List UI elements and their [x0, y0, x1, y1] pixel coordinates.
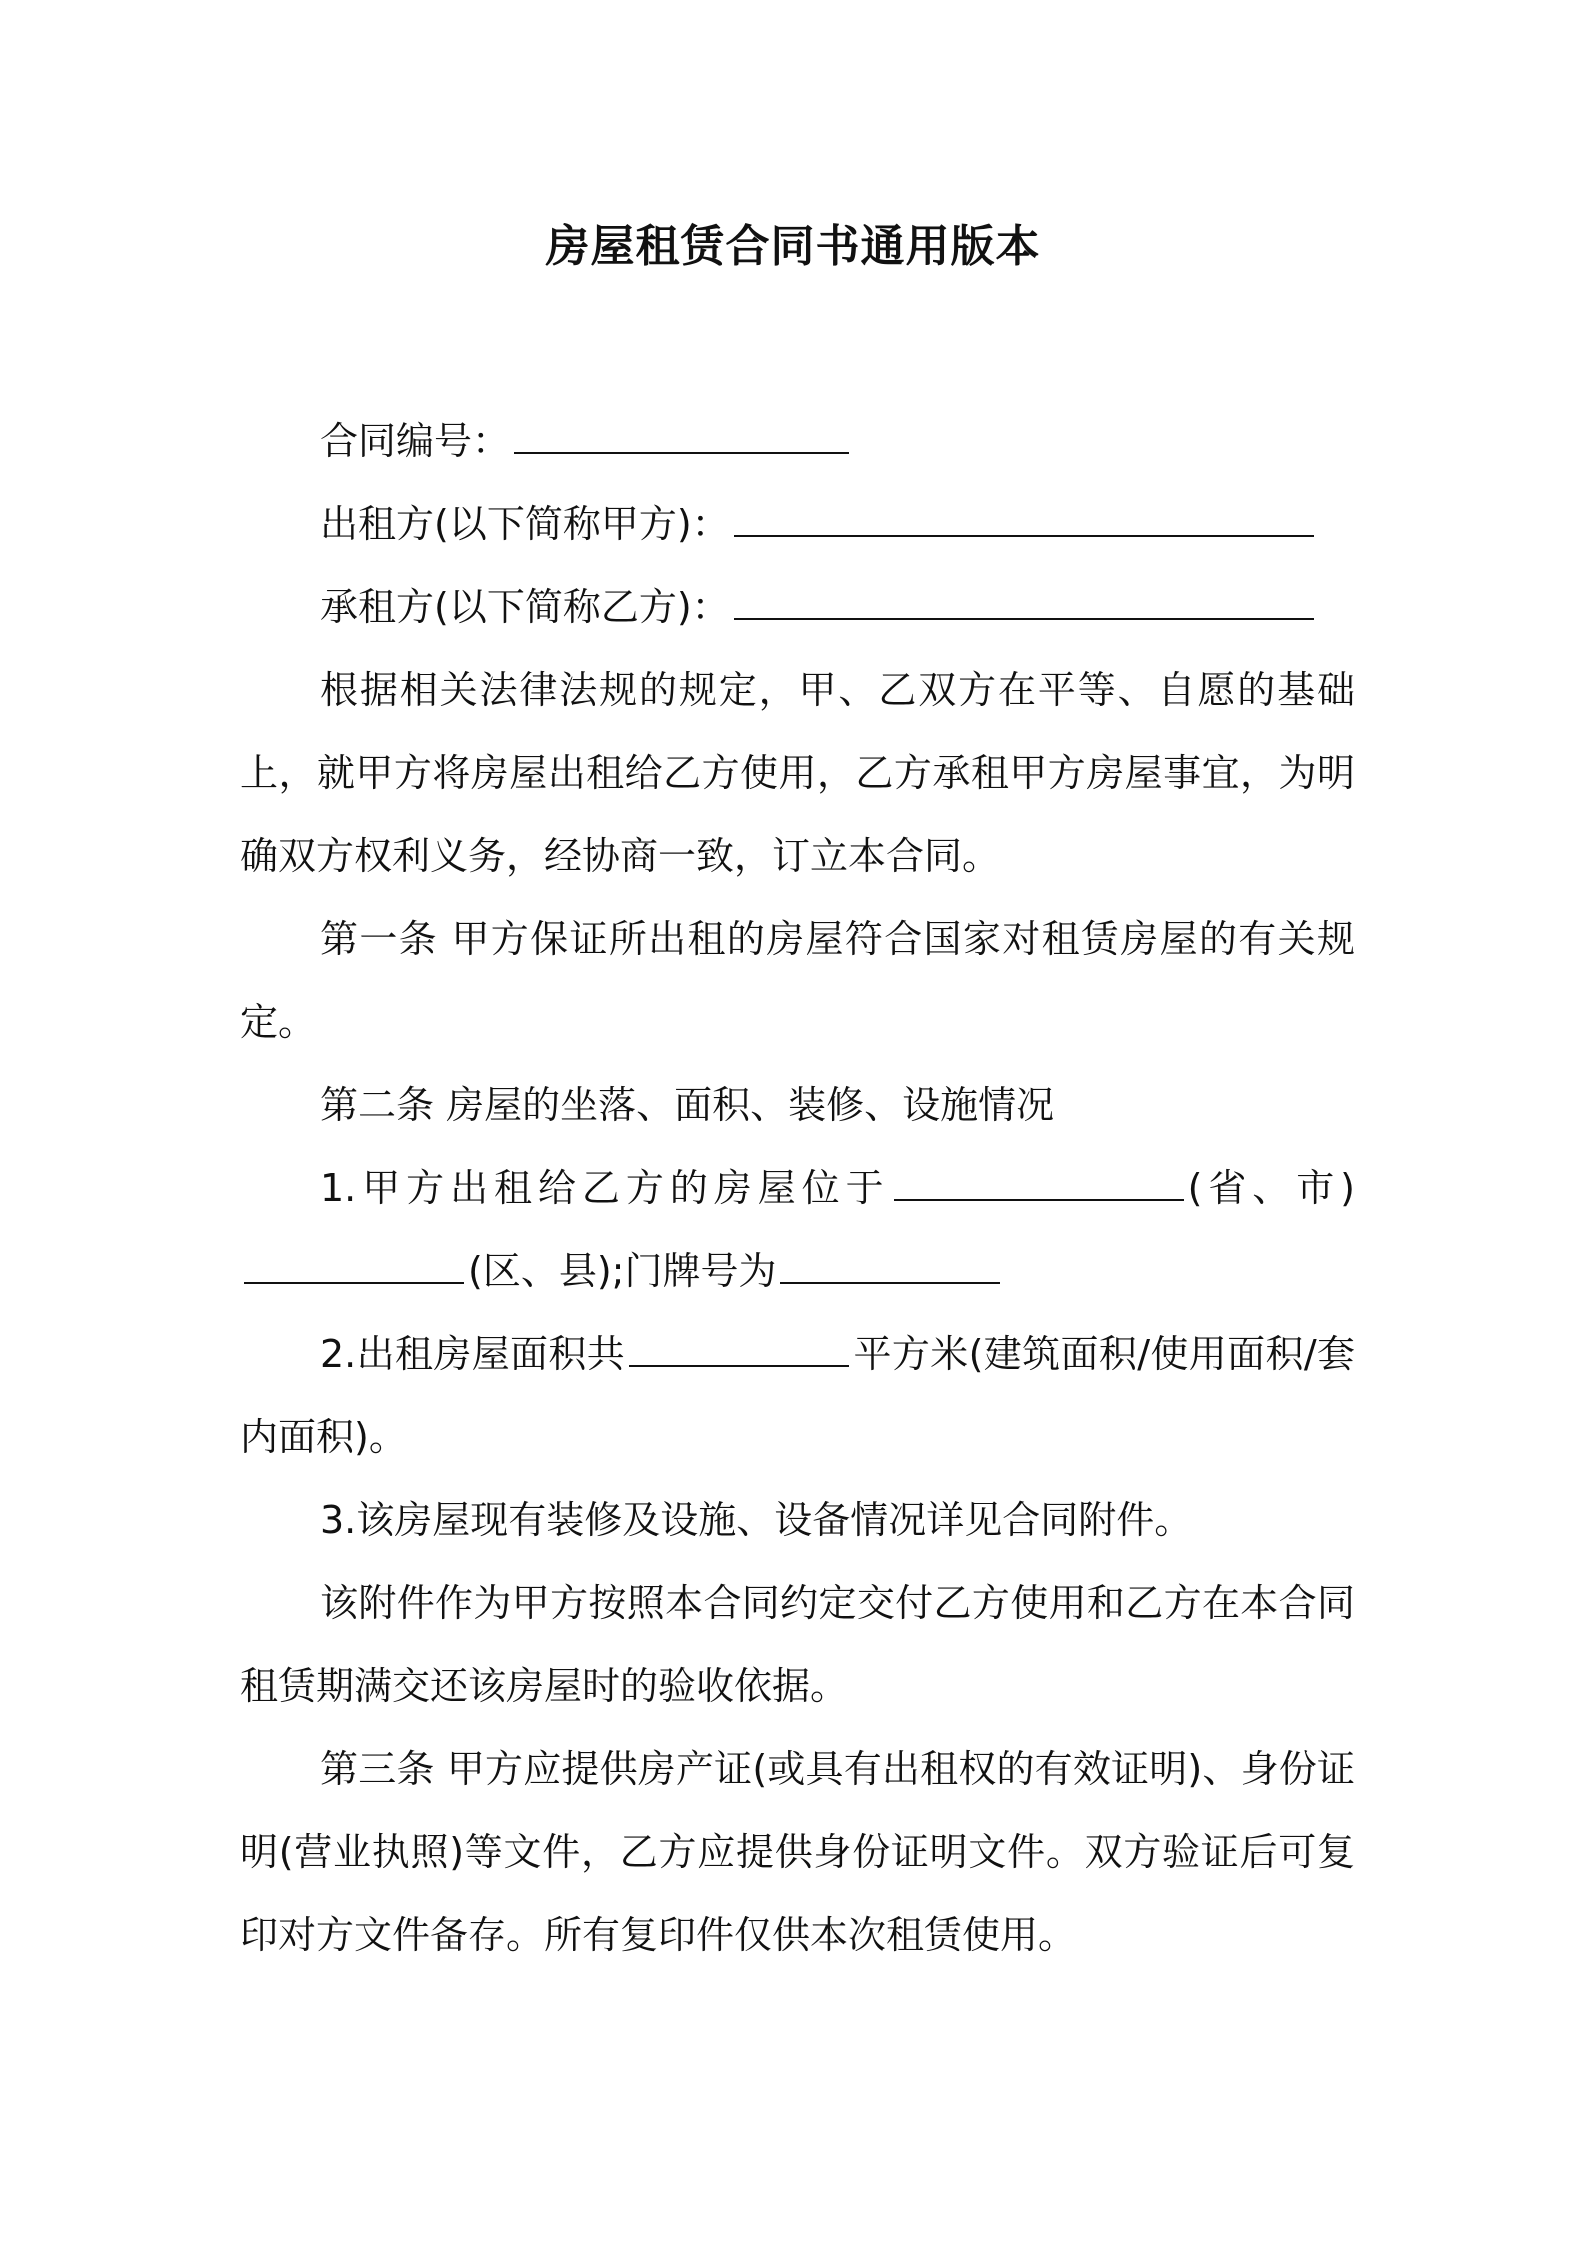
annex-paragraph: 该附件作为甲方按照本合同约定交付乙方使用和乙方在本合同租赁期满交还该房屋时的验收依据。 [240, 1581, 1355, 1708]
lessor-label: 出租方(以下简称甲方)： [320, 502, 730, 546]
contract-number-line [240, 400, 1355, 483]
intro-paragraph: 根据相关法律法规的规定，甲、乙双方在平等、自愿的基础上，就甲方将房屋出租给乙方使用，乙方承租甲方房屋事宜，为明确双方权利义务，经协商一致，订立本合同。 [240, 668, 1355, 878]
item-1-province-label: (省、市) [1187, 1166, 1355, 1210]
document-body [240, 400, 1355, 1977]
province-blank [894, 1169, 1184, 1201]
house-number-blank [780, 1252, 1000, 1284]
article-2-item-2 [240, 1313, 1355, 1479]
lessee-label: 承租方(以下简称乙方)： [320, 585, 730, 629]
item-2-area-unit: 平方米(建筑面积/使用面积/套内面积)。 [240, 1332, 1355, 1459]
lessor-line [240, 483, 1355, 566]
contract-number-label: 合同编号： [320, 419, 511, 463]
item-1-district-label: (区、县);门牌号为 [468, 1249, 777, 1293]
item-1-location-text: 1.甲方出租给乙方的房屋位于 [320, 1166, 890, 1210]
district-blank [244, 1252, 464, 1284]
lessee-line [240, 566, 1355, 649]
article-2-heading: 第二条 房屋的坐落、面积、装修、设施情况 [320, 1083, 1055, 1127]
article-2-item-3: 3.该房屋现有装修及设施、设备情况详见合同附件。 [320, 1498, 1193, 1542]
lessee-blank [734, 588, 1314, 620]
item-2-area-text: 2.出租房屋面积共 [320, 1332, 626, 1376]
document-title: 房屋租赁合同书通用版本 [545, 221, 1041, 272]
contract-number-blank [514, 422, 849, 454]
article-3: 第三条 甲方应提供房产证(或具有出租权的有效证明)、身份证明(营业执照)等文件，乙方应提供身份证明文件。双方验证后可复印对方文件备存。所有复印件仅供本次租赁使用。 [240, 1747, 1355, 1957]
area-blank [629, 1335, 849, 1367]
article-1: 第一条 甲方保证所出租的房屋符合国家对租赁房屋的有关规定。 [240, 917, 1355, 1044]
article-2-item-1 [240, 1147, 1355, 1313]
lessor-blank [734, 505, 1314, 537]
